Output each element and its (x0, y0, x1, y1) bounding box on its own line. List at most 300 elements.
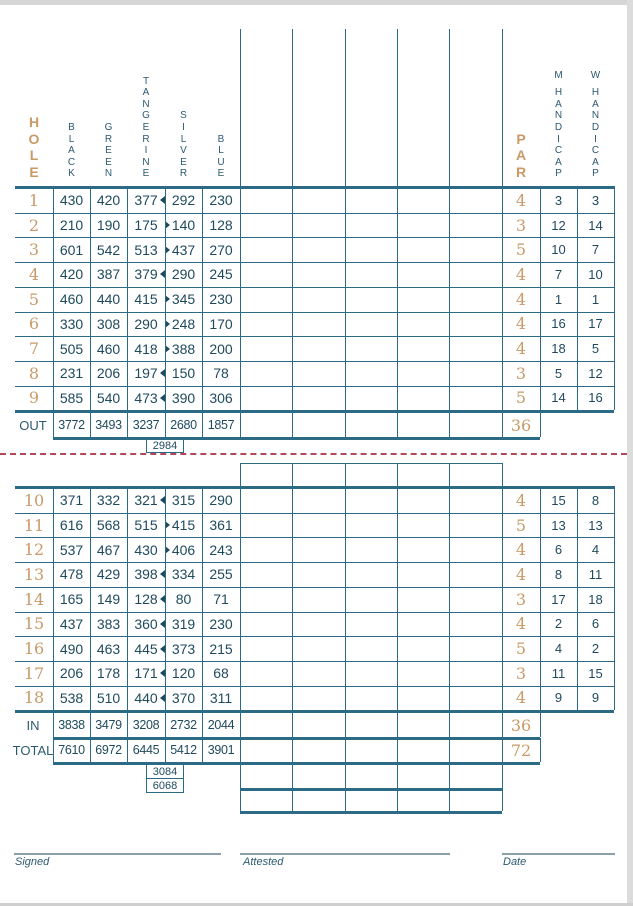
score-entry-cell[interactable] (398, 686, 449, 710)
score-column-divider (449, 413, 450, 437)
net-score-cell[interactable] (241, 791, 292, 811)
men-handicap: 16 (551, 316, 566, 332)
score-column-divider (345, 486, 346, 710)
yardage-blue: 361 (209, 517, 233, 534)
yardage-silver: 390 (171, 389, 196, 406)
women-handicap: 2 (591, 641, 600, 657)
yardage-green: 332 (96, 492, 121, 509)
yardage-blue: 255 (209, 566, 233, 583)
yardage-silver: 370 (171, 689, 196, 706)
score-entry-cell[interactable] (293, 237, 345, 261)
hole-number: 1 (28, 190, 40, 210)
score-entry-cell[interactable] (241, 612, 292, 636)
yardage-tangerine: 440 (134, 689, 158, 706)
score-entry-cell[interactable] (241, 661, 292, 685)
yardage-black: 616 (59, 517, 84, 534)
score-entry-cell[interactable] (398, 312, 449, 336)
women-handicap: 13 (588, 517, 603, 533)
men-handicap: 11 (551, 665, 566, 681)
par-value: 4 (515, 688, 527, 708)
yardage-green: 542 (96, 241, 121, 258)
yardage-tangerine: 398 (134, 566, 158, 583)
score-entry-cell[interactable] (346, 213, 397, 237)
men-handicap: 4 (554, 641, 563, 657)
yardage-green: 308 (96, 315, 121, 332)
handicap-score-cell[interactable] (346, 764, 397, 784)
score-entry-cell[interactable] (346, 361, 397, 385)
net-score-cell[interactable] (293, 791, 345, 811)
score-column-divider (345, 29, 346, 186)
score-column-divider (449, 463, 450, 486)
score-total-cell[interactable] (398, 738, 449, 761)
score-column-divider (345, 713, 346, 737)
signed-label: Signed (15, 856, 50, 868)
score-column-divider (449, 486, 450, 710)
yardage-green: 429 (96, 566, 121, 583)
header-silver: S I L V E R (179, 110, 188, 180)
hole-number: 13 (23, 564, 45, 584)
yardage-blue: 71 (213, 591, 229, 608)
total-column-divider (165, 738, 166, 762)
score-entry-cell[interactable] (241, 488, 292, 512)
yardage-black: 505 (59, 340, 84, 357)
women-handicap: 10 (588, 266, 603, 282)
score-entry-cell[interactable] (241, 237, 292, 261)
score-entry-cell[interactable] (398, 213, 449, 237)
hole-number: 2 (28, 215, 40, 235)
yardage-column-divider (53, 186, 54, 410)
date-label: Date (503, 856, 527, 868)
yardage-green: 387 (96, 266, 121, 283)
handicap-column-divider (577, 486, 578, 710)
score-entry-cell[interactable] (293, 537, 345, 561)
men-handicap: 3 (554, 192, 563, 208)
hole-number: 6 (28, 314, 40, 334)
score-entry-cell[interactable] (241, 513, 292, 537)
header-hole: H O L E (28, 114, 40, 180)
score-entry-cell[interactable] (293, 213, 345, 237)
yardage-green: 420 (96, 192, 121, 209)
score-entry-cell[interactable] (241, 537, 292, 561)
women-handicap: 4 (591, 542, 600, 558)
score-entry-cell[interactable] (241, 188, 292, 212)
score-entry-cell[interactable] (398, 562, 449, 586)
score-entry-cell[interactable] (293, 612, 345, 636)
score-entry-cell[interactable] (346, 287, 397, 311)
score-column-divider (449, 186, 450, 410)
par-value: 3 (515, 215, 527, 235)
yardage-black: 437 (59, 615, 84, 632)
par-value: 4 (515, 264, 527, 284)
out-silver: 2680 (170, 418, 197, 433)
yardage-silver: 415 (171, 517, 196, 534)
out-label: OUT (19, 417, 47, 433)
score-entry-cell[interactable] (450, 188, 502, 212)
yardage-blue: 230 (209, 192, 233, 209)
total-column-divider (53, 713, 54, 737)
score-entry-cell[interactable] (398, 513, 449, 537)
score-column-divider (502, 713, 503, 737)
women-handicap: 14 (588, 217, 603, 233)
score-entry-cell[interactable] (450, 513, 502, 537)
score-entry-cell[interactable] (346, 386, 397, 410)
yardage-green: 178 (96, 665, 121, 682)
score-column-divider (292, 713, 293, 737)
score-total-cell[interactable] (450, 713, 502, 736)
in-blue: 2044 (207, 718, 235, 733)
yardage-column-divider (90, 186, 91, 410)
yardage-green: 540 (96, 389, 121, 406)
score-entry-cell[interactable] (398, 188, 449, 212)
women-handicap: 16 (588, 390, 603, 406)
hole-number: 7 (28, 339, 40, 359)
yardage-black: 585 (59, 389, 84, 406)
score-entry-cell[interactable] (346, 587, 397, 611)
score-entry-cell[interactable] (398, 612, 449, 636)
yardage-black: 478 (59, 566, 84, 583)
in-silver: 2732 (170, 718, 197, 733)
total-combo-yardage: 6068 (146, 778, 184, 793)
score-entry-cell[interactable] (450, 312, 502, 336)
score-entry-cell[interactable] (346, 488, 397, 512)
handicap-score-cell[interactable] (450, 764, 502, 784)
yardage-green: 190 (96, 217, 121, 234)
score-entry-cell[interactable] (241, 562, 292, 586)
score-column-divider (397, 29, 398, 186)
score-entry-cell[interactable] (346, 312, 397, 336)
total-column-divider (127, 738, 128, 762)
score-column-divider (292, 29, 293, 186)
score-column-divider (292, 738, 293, 762)
yardage-column-divider (127, 186, 128, 410)
yardage-blue: 78 (213, 365, 229, 382)
score-entry-cell[interactable] (398, 386, 449, 410)
score-entry-cell[interactable] (450, 636, 502, 660)
cut-line (0, 453, 627, 455)
net-score-cell[interactable] (450, 791, 502, 811)
score-entry-cell[interactable] (293, 587, 345, 611)
net-row-bottom (240, 811, 502, 814)
score-column-divider (449, 29, 450, 186)
score-entry-cell[interactable] (450, 661, 502, 685)
par-value: 5 (515, 515, 527, 535)
yardage-silver: 388 (171, 340, 196, 357)
hole-number: 9 (28, 388, 40, 408)
score-entry-cell[interactable] (346, 537, 397, 561)
score-entry-cell[interactable] (241, 213, 292, 237)
score-column-divider (449, 713, 450, 737)
yardage-silver: 292 (171, 192, 196, 209)
score-column-divider (345, 186, 346, 410)
yardage-tangerine: 415 (134, 291, 158, 308)
hole-number: 18 (23, 688, 45, 708)
score-total-cell[interactable] (398, 713, 449, 736)
men-handicap: 13 (551, 517, 566, 533)
score-total-cell[interactable] (450, 413, 502, 436)
score-column-divider (345, 738, 346, 762)
score-entry-cell[interactable] (293, 386, 345, 410)
hole-number: 8 (28, 363, 40, 383)
score-entry-cell[interactable] (450, 612, 502, 636)
handicap-score-cell[interactable] (293, 764, 345, 784)
yardage-green: 149 (96, 591, 121, 608)
score-column-divider (502, 186, 503, 410)
total-label: TOTAL (12, 742, 54, 758)
score-entry-cell[interactable] (241, 262, 292, 286)
back-score-top-border (240, 463, 502, 464)
total-blue: 3901 (207, 743, 235, 758)
score-entry-cell[interactable] (398, 287, 449, 311)
score-entry-cell[interactable] (293, 513, 345, 537)
yardage-column-divider (202, 186, 203, 410)
yardage-tangerine: 197 (134, 365, 158, 382)
score-entry-cell[interactable] (346, 188, 397, 212)
hole-number: 4 (28, 264, 40, 284)
yardage-blue: 200 (209, 340, 233, 357)
score-entry-cell[interactable] (241, 361, 292, 385)
total-column-divider (127, 413, 128, 437)
score-entry-cell[interactable] (450, 537, 502, 561)
in-black: 3838 (58, 718, 85, 733)
score-entry-cell[interactable] (450, 562, 502, 586)
women-handicap: 17 (588, 316, 603, 332)
men-handicap: 15 (551, 492, 566, 508)
score-entry-cell[interactable] (450, 287, 502, 311)
yardage-green: 383 (96, 615, 121, 632)
score-entry-cell[interactable] (398, 636, 449, 660)
in-combo-yardage: 3084 (146, 764, 184, 779)
women-handicap: 7 (591, 242, 600, 258)
score-entry-cell[interactable] (293, 636, 345, 660)
score-entry-cell[interactable] (241, 686, 292, 710)
signed-line[interactable] (14, 853, 221, 855)
score-entry-cell[interactable] (450, 361, 502, 385)
score-entry-cell[interactable] (241, 312, 292, 336)
score-entry-cell[interactable] (293, 361, 345, 385)
score-entry-cell[interactable] (398, 661, 449, 685)
total-column-divider (53, 738, 54, 762)
yardage-green: 460 (96, 340, 121, 357)
score-entry-cell[interactable] (450, 587, 502, 611)
yardage-silver: 319 (171, 615, 196, 632)
score-total-cell[interactable] (346, 738, 397, 761)
score-entry-cell[interactable] (450, 488, 502, 512)
hole-number: 16 (23, 639, 45, 659)
yardage-green: 510 (96, 689, 121, 706)
score-total-cell[interactable] (346, 413, 397, 436)
men-handicap: 12 (551, 217, 566, 233)
out-bottom-border (53, 437, 540, 440)
men-handicap: 6 (554, 542, 563, 558)
score-column-divider (240, 413, 241, 437)
hole-number: 11 (23, 515, 45, 535)
score-entry-cell[interactable] (450, 237, 502, 261)
score-entry-cell[interactable] (450, 386, 502, 410)
score-entry-cell[interactable] (346, 262, 397, 286)
yardage-black: 538 (59, 689, 84, 706)
score-entry-cell[interactable] (398, 488, 449, 512)
score-column-divider (240, 738, 241, 762)
score-entry-cell[interactable] (346, 336, 397, 360)
score-column-divider (502, 738, 503, 762)
yardage-black: 460 (59, 291, 84, 308)
score-column-divider (502, 29, 503, 186)
score-entry-cell[interactable] (293, 336, 345, 360)
score-entry-cell[interactable] (346, 562, 397, 586)
score-entry-cell[interactable] (398, 587, 449, 611)
score-entry-cell[interactable] (293, 562, 345, 586)
women-handicap: 11 (588, 566, 603, 582)
hole-number: 14 (23, 589, 45, 609)
score-entry-cell[interactable] (398, 361, 449, 385)
score-entry-cell[interactable] (293, 488, 345, 512)
score-entry-cell[interactable] (398, 237, 449, 261)
header-blue: B L U E (217, 133, 225, 180)
score-entry-cell[interactable] (241, 386, 292, 410)
score-column-divider (240, 186, 241, 410)
yardage-blue: 128 (209, 217, 233, 234)
net-score-cell[interactable] (398, 791, 449, 811)
score-total-cell[interactable] (241, 413, 292, 436)
score-entry-cell[interactable] (241, 287, 292, 311)
score-entry-cell[interactable] (450, 336, 502, 360)
score-entry-cell[interactable] (293, 312, 345, 336)
par-column-divider (540, 413, 541, 437)
yardage-blue: 243 (209, 541, 233, 558)
par-value: 4 (515, 190, 527, 210)
par-value: 3 (515, 363, 527, 383)
header-black: B L A C K (67, 122, 76, 180)
men-handicap: 1 (554, 291, 563, 307)
score-total-cell[interactable] (398, 413, 449, 436)
score-total-cell[interactable] (241, 713, 292, 736)
handicap-score-cell[interactable] (241, 764, 292, 784)
total-column-divider (127, 713, 128, 737)
yardage-silver: 373 (171, 640, 196, 657)
men-handicap: 5 (554, 365, 563, 381)
score-total-cell[interactable] (293, 413, 345, 436)
yardage-tangerine: 171 (134, 665, 158, 682)
score-column-divider (449, 738, 450, 762)
score-entry-cell[interactable] (241, 336, 292, 360)
handicap-column-divider (577, 186, 578, 410)
score-entry-cell[interactable] (398, 262, 449, 286)
score-column-divider (502, 762, 503, 811)
par-value: 4 (515, 540, 527, 560)
women-handicap: 5 (591, 341, 600, 357)
score-total-cell[interactable] (241, 738, 292, 761)
score-column-divider (240, 463, 241, 486)
score-entry-cell[interactable] (346, 612, 397, 636)
score-entry-cell[interactable] (293, 287, 345, 311)
score-total-cell[interactable] (293, 738, 345, 761)
net-score-cell[interactable] (346, 791, 397, 811)
yardage-black: 490 (59, 640, 84, 657)
women-handicap: 15 (588, 665, 603, 681)
yardage-tangerine: 430 (134, 541, 158, 558)
score-entry-cell[interactable] (450, 686, 502, 710)
total-par: 72 (510, 740, 532, 760)
attested-line[interactable] (240, 853, 450, 855)
yardage-column-divider (165, 186, 166, 410)
yardage-blue: 230 (209, 615, 233, 632)
handicap-score-cell[interactable] (398, 764, 449, 784)
score-entry-cell[interactable] (293, 188, 345, 212)
score-entry-cell[interactable] (450, 262, 502, 286)
yardage-blue: 311 (209, 689, 233, 706)
total-column-divider (53, 413, 54, 437)
score-entry-cell[interactable] (293, 661, 345, 685)
handicap-column-divider (540, 186, 541, 410)
score-column-divider (397, 713, 398, 737)
hole-number: 10 (23, 490, 45, 510)
score-entry-cell[interactable] (241, 636, 292, 660)
par-column-divider (540, 713, 541, 737)
par-value: 4 (515, 490, 527, 510)
score-entry-cell[interactable] (241, 587, 292, 611)
score-entry-cell[interactable] (346, 686, 397, 710)
score-entry-cell[interactable] (398, 336, 449, 360)
hole-number: 17 (23, 663, 45, 683)
score-entry-cell[interactable] (293, 686, 345, 710)
score-total-cell[interactable] (293, 713, 345, 736)
window-frame-top (0, 0, 633, 5)
score-entry-cell[interactable] (346, 237, 397, 261)
yardage-black: 430 (59, 192, 84, 209)
score-entry-cell[interactable] (346, 661, 397, 685)
total-column-divider (202, 413, 203, 437)
score-column-divider (240, 29, 241, 186)
score-entry-cell[interactable] (398, 537, 449, 561)
yardage-column-divider (90, 486, 91, 710)
par-value: 5 (515, 388, 527, 408)
yardage-green: 440 (96, 291, 121, 308)
yardage-silver: 120 (171, 665, 196, 682)
score-entry-cell[interactable] (450, 213, 502, 237)
score-total-cell[interactable] (450, 738, 502, 761)
yardage-blue: 68 (213, 665, 229, 682)
score-column-divider (240, 486, 241, 710)
yardage-silver: 406 (171, 541, 196, 558)
score-column-divider (502, 486, 503, 710)
par-value: 3 (515, 663, 527, 683)
score-entry-cell[interactable] (346, 636, 397, 660)
date-line[interactable] (502, 853, 615, 855)
yardage-tangerine: 445 (134, 640, 158, 657)
yardage-tangerine: 418 (134, 340, 158, 357)
score-entry-cell[interactable] (346, 513, 397, 537)
men-handicap: 18 (551, 341, 566, 357)
women-handicap: 9 (591, 690, 600, 706)
score-total-cell[interactable] (346, 713, 397, 736)
score-column-divider (397, 738, 398, 762)
score-column-divider (397, 186, 398, 410)
yardage-silver: 437 (171, 241, 196, 258)
yardage-column-divider (127, 486, 128, 710)
yardage-silver: 80 (175, 591, 192, 608)
yardage-blue: 245 (209, 266, 233, 283)
out-par: 36 (510, 415, 532, 435)
yardage-tangerine: 175 (134, 217, 158, 234)
yardage-tangerine: 513 (134, 241, 158, 258)
score-entry-cell[interactable] (293, 262, 345, 286)
score-column-divider (345, 413, 346, 437)
total-column-divider (202, 738, 203, 762)
yardage-blue: 270 (209, 241, 233, 258)
yardage-tangerine: 321 (134, 492, 158, 509)
par-value: 4 (515, 614, 527, 634)
men-handicap: 8 (554, 566, 563, 582)
